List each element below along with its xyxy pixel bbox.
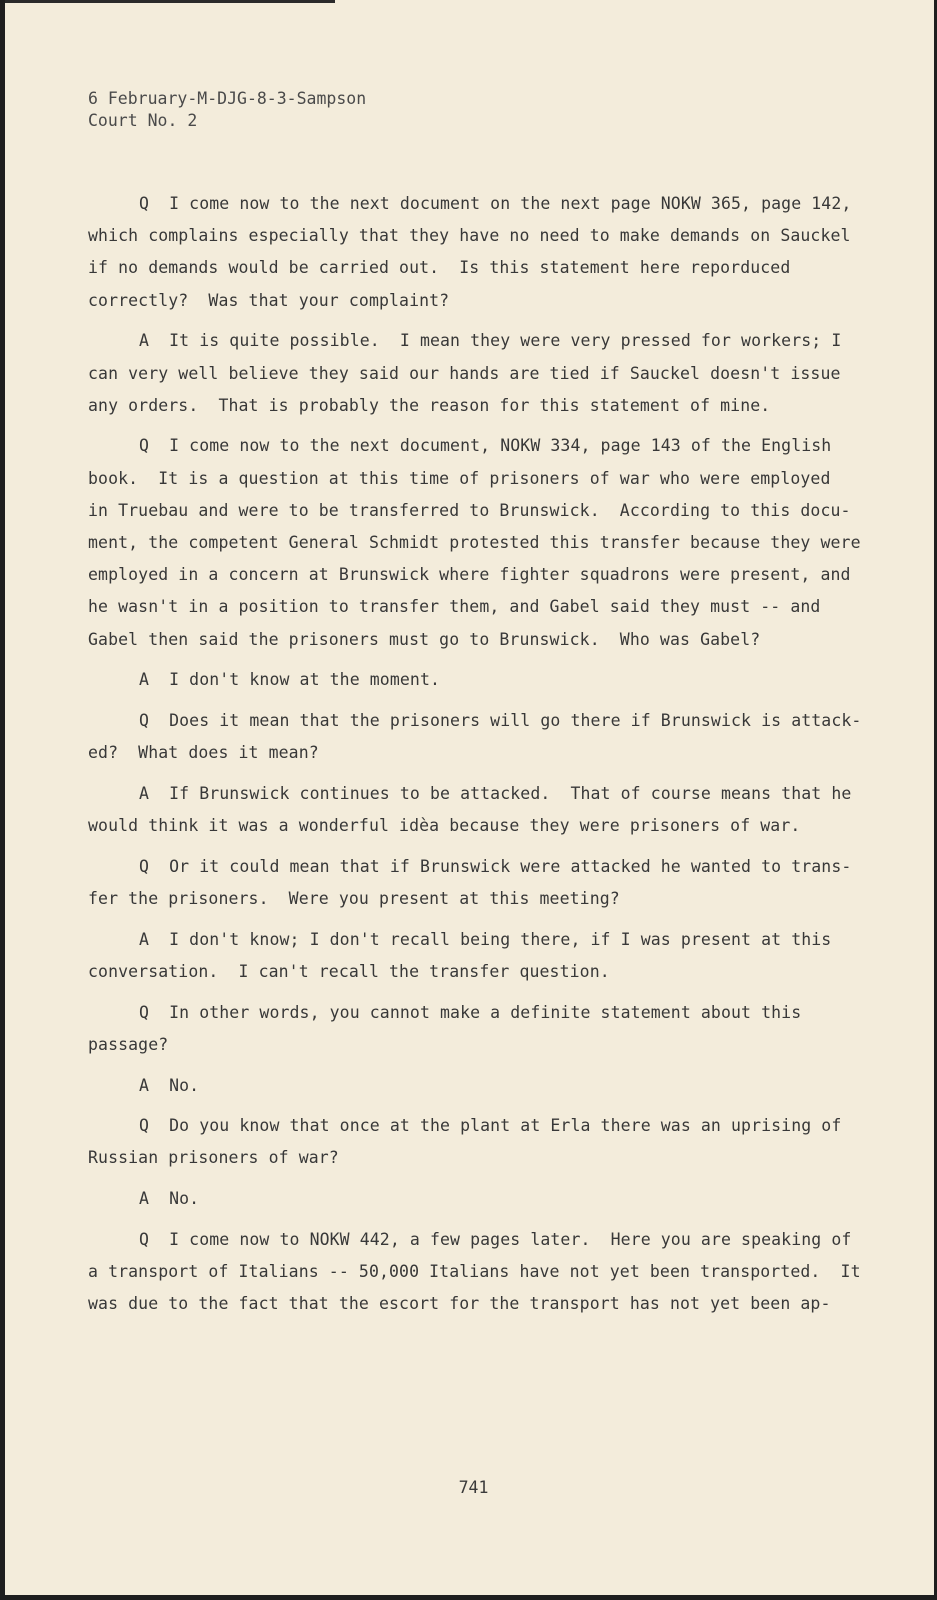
paragraph [88,1070,888,1102]
paragraph [88,997,888,1061]
text-line: in Truebau and were to be transferred to Brunswick. According to this docu- [88,500,851,520]
text-line: any orders. That is probably the reason for this statement of mine. [88,395,771,415]
text-line: employed in a concern at Brunswick where fighter squadrons were present, and [88,565,851,585]
paragraph [88,1110,888,1174]
paragraph [88,325,888,422]
text-line: a transport of Italians -- 50,000 Italians have not yet been transported. It [88,1262,861,1282]
text-line: Q Does it mean that the prisoners will go there if Brunswick is attack- [139,711,862,731]
text-line: A No. [139,1075,200,1095]
text-line: he wasn't in a position to transfer them, and Gabel said they must -- and [88,597,821,617]
paragraph [88,778,888,842]
text-line: Q I come now to NOKW 442, a few pages later. Here you are speaking of [139,1229,852,1249]
text-line: Q In other words, you cannot make a definite statement about this [139,1002,802,1022]
header-line-date-code: 6 February-M-DJG-8-3-Sampson [88,89,367,108]
text-line: passage? [88,1034,169,1054]
page-number: 741 [458,1478,489,1497]
paragraph [88,188,888,317]
text-line: ed? What does it mean? [88,743,319,763]
text-line: ment, the competent General Schmidt protested this transfer because they were [88,533,861,553]
paragraph [88,664,888,696]
text-line: book. It is a question at this time of prisoners of war who were employed [88,468,831,488]
text-line: Q I come now to the next document, NOKW 334, page 143 of the English [139,436,832,456]
paragraph [88,1224,888,1321]
top-border-line [5,0,335,3]
text-line: Russian prisoners of war? [88,1148,339,1168]
text-line: Q Or it could mean that if Brunswick were attacked he wanted to trans- [139,856,852,876]
text-line: would think it was a wonderful idèa because they were prisoners of war. [88,816,801,836]
document-header [88,88,366,132]
text-line: which complains especially that they have no need to make demands on Sauckel [88,226,851,246]
transcript-body [88,188,888,1329]
text-line: correctly? Was that your complaint? [88,290,450,310]
text-line: A It is quite possible. I mean they were very pressed for workers; I [139,331,842,351]
text-line: A No. [139,1189,200,1209]
text-line: A I don't know at the moment. [139,670,441,690]
text-line: Q I come now to the next document on the next page NOKW 365, page 142, [139,194,852,213]
text-line: can very well believe they said our hands are tied if Sauckel doesn't issue [88,363,841,383]
paragraph [88,1183,888,1215]
paragraph [88,924,888,988]
text-line: A I don't know; I don't recall being there, if I was present at this [139,929,832,949]
paragraph [88,851,888,915]
text-line: Gabel then said the prisoners must go to Brunswick. Who was Gabel? [88,629,761,649]
text-line: conversation. I can't recall the transfer question. [88,961,610,981]
text-line: if no demands would be carried out. Is this statement here reporduced [88,258,791,278]
text-line: was due to the fact that the escort for the transport has not yet been ap- [88,1294,831,1314]
header-line-court: Court No. 2 [88,111,198,130]
text-line: A If Brunswick continues to be attacked. That of course means that he [139,783,852,803]
text-line: fer the prisoners. Were you present at this meeting? [88,889,620,909]
paragraph [88,430,888,655]
text-line: Q Do you know that once at the plant at Erla there was an uprising of [139,1116,842,1136]
paragraph [88,705,888,769]
